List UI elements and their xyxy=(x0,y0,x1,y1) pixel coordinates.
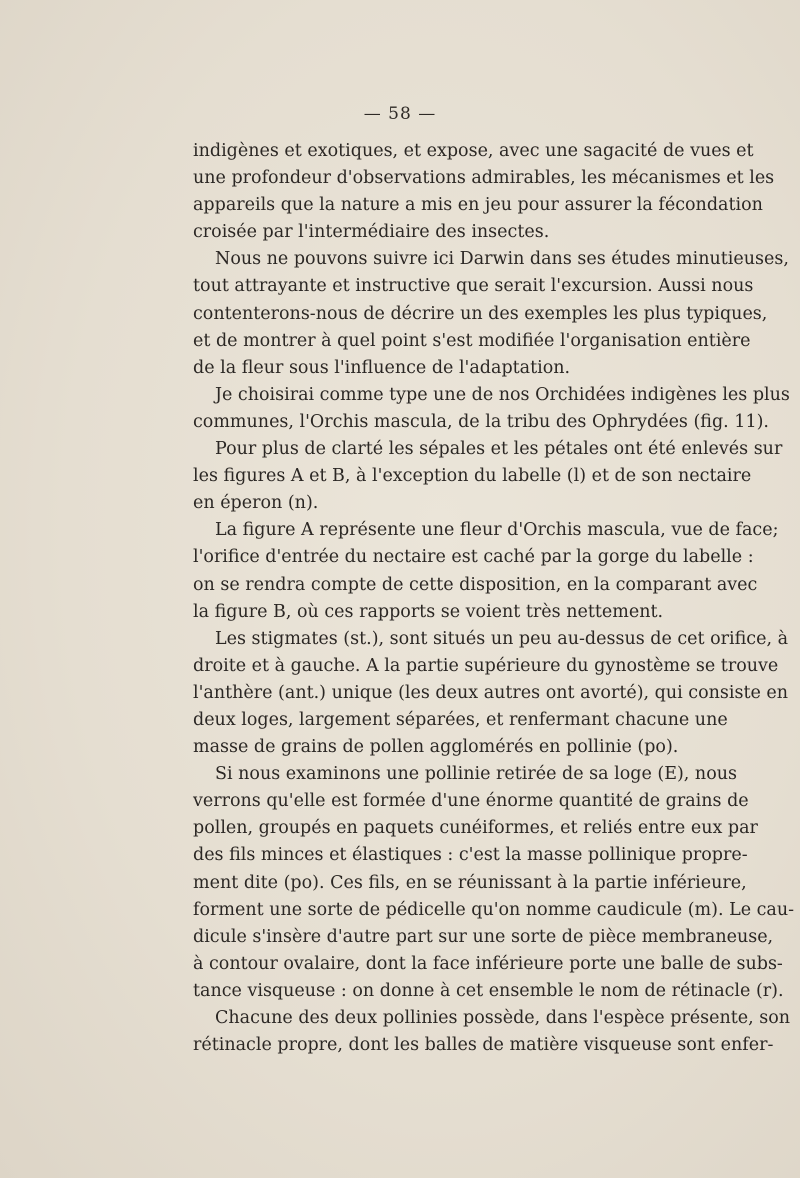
text-line: communes, l'Orchis mascula, de la tribu des Ophrydées (fig. 11). xyxy=(193,411,769,432)
text-line: La figure A représente une fleur d'Orchis mascula, vue de face; xyxy=(215,520,779,541)
text-line: croisée par l'intermédiaire des insectes. xyxy=(193,222,550,243)
text-line: on se rendra compte de cette disposition, en la comparant avec xyxy=(193,574,758,595)
text-line: et de montrer à quel point s'est modifiée l'organisation entière xyxy=(193,330,751,351)
text-line: pollen, groupés en paquets cunéiformes, et reliés entre eux par xyxy=(193,818,758,839)
text-line: une profondeur d'observations admirables, les mécanismes et les xyxy=(193,168,775,189)
text-line: les figures A et B, à l'exception du labelle (l) et de son nectaire xyxy=(193,466,752,487)
text-line: appareils que la nature a mis en jeu pour assurer la fécondation xyxy=(193,195,763,216)
text-line: forment une sorte de pédicelle qu'on nomme caudicule (m). Le cau- xyxy=(193,899,795,920)
text-line: tout attrayante et instructive que serait l'excursion. Aussi nous xyxy=(193,276,754,297)
text-line: Si nous examinons une pollinie retirée de sa loge (E), nous xyxy=(215,764,737,785)
text-line: tance visqueuse : on donne à cet ensemble le nom de rétinacle (r). xyxy=(193,980,784,1001)
text-line: Chacune des deux pollinies possède, dans l'espèce présente, son xyxy=(215,1008,791,1028)
page-number: — 58 — xyxy=(363,104,437,124)
text-line: verrons qu'elle est formée d'une énorme quantité de grains de xyxy=(193,791,749,812)
text-line: l'anthère (ant.) unique (les deux autres ont avorté), qui consiste en xyxy=(193,682,789,703)
text-line: dicule s'insère d'autre part sur une sorte de pièce membraneuse, xyxy=(193,926,774,947)
text-line: des fils minces et élastiques : c'est la masse pollinique propre- xyxy=(193,845,748,866)
text-line: en éperon (n). xyxy=(193,493,319,514)
text-line: Pour plus de clarté les sépales et les pétales ont été enlevés sur xyxy=(215,439,783,460)
text-line: Nous ne pouvons suivre ici Darwin dans ses études minutieuses, xyxy=(215,249,789,270)
body-text xyxy=(193,138,795,1059)
text-line: de la fleur sous l'influence de l'adaptation. xyxy=(193,357,571,378)
text-line: masse de grains de pollen agglomérés en pollinie (po). xyxy=(193,737,679,758)
text-line: Je choisirai comme type une de nos Orchidées indigènes les plus xyxy=(215,384,790,405)
text-line: l'orifice d'entrée du nectaire est caché par la gorge du labelle : xyxy=(193,547,754,568)
text-line: contenterons-nous de décrire un des exemples les plus typiques, xyxy=(193,303,768,324)
text-line: Les stigmates (st.), sont situés un peu au-dessus de cet orifice, à xyxy=(215,628,789,649)
text-line: droite et à gauche. A la partie supérieure du gynostème se trouve xyxy=(193,655,779,676)
text-line: ment dite (po). Ces fils, en se réunissant à la partie inférieure, xyxy=(193,872,747,893)
text-line: la figure B, où ces rapports se voient très nettement. xyxy=(193,601,664,622)
text-line: à contour ovalaire, dont la face inférieure porte une balle de subs- xyxy=(193,953,783,974)
text-line: rétinacle propre, dont les balles de matière visqueuse sont enfer- xyxy=(193,1035,774,1056)
text-line: deux loges, largement séparées, et renfermant chacune une xyxy=(193,709,728,730)
text-line: indigènes et exotiques, et expose, avec une sagacité de vues et xyxy=(193,141,754,161)
